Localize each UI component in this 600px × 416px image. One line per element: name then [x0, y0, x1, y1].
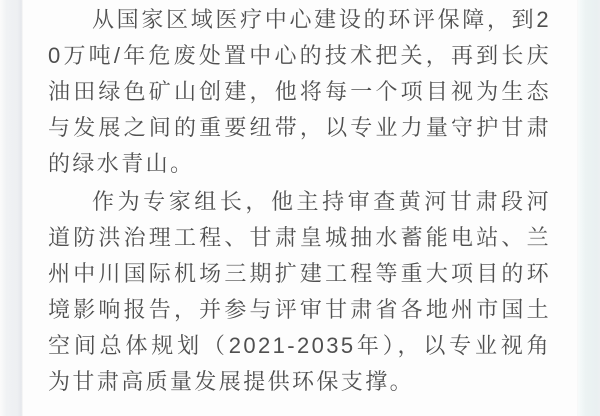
article-paragraph-2: 作为专家组长，他主持审查黄河甘肃段河道防洪治理工程、甘肃皇城抽水蓄能电站、兰州中川国际机场三期扩建工程等重大项目的环境影响报告，并参与评审甘肃省各地州市国土空间总体规划（2021-2035年），以专业视角为甘肃高质量发展提供环保支撑。	[48, 189, 551, 394]
right-page-margin	[578, 0, 600, 416]
article-paragraph-1: 从国家区域医疗中心建设的环评保障，到20万吨/年危废处置中心的技术把关，再到长庆油田绿色矿山创建，他将每一个项目视为生态与发展之间的重要纽带，以专业力量守护甘肃的绿水青山。	[48, 7, 551, 176]
left-page-margin	[0, 0, 22, 416]
article-body	[22, 0, 578, 416]
